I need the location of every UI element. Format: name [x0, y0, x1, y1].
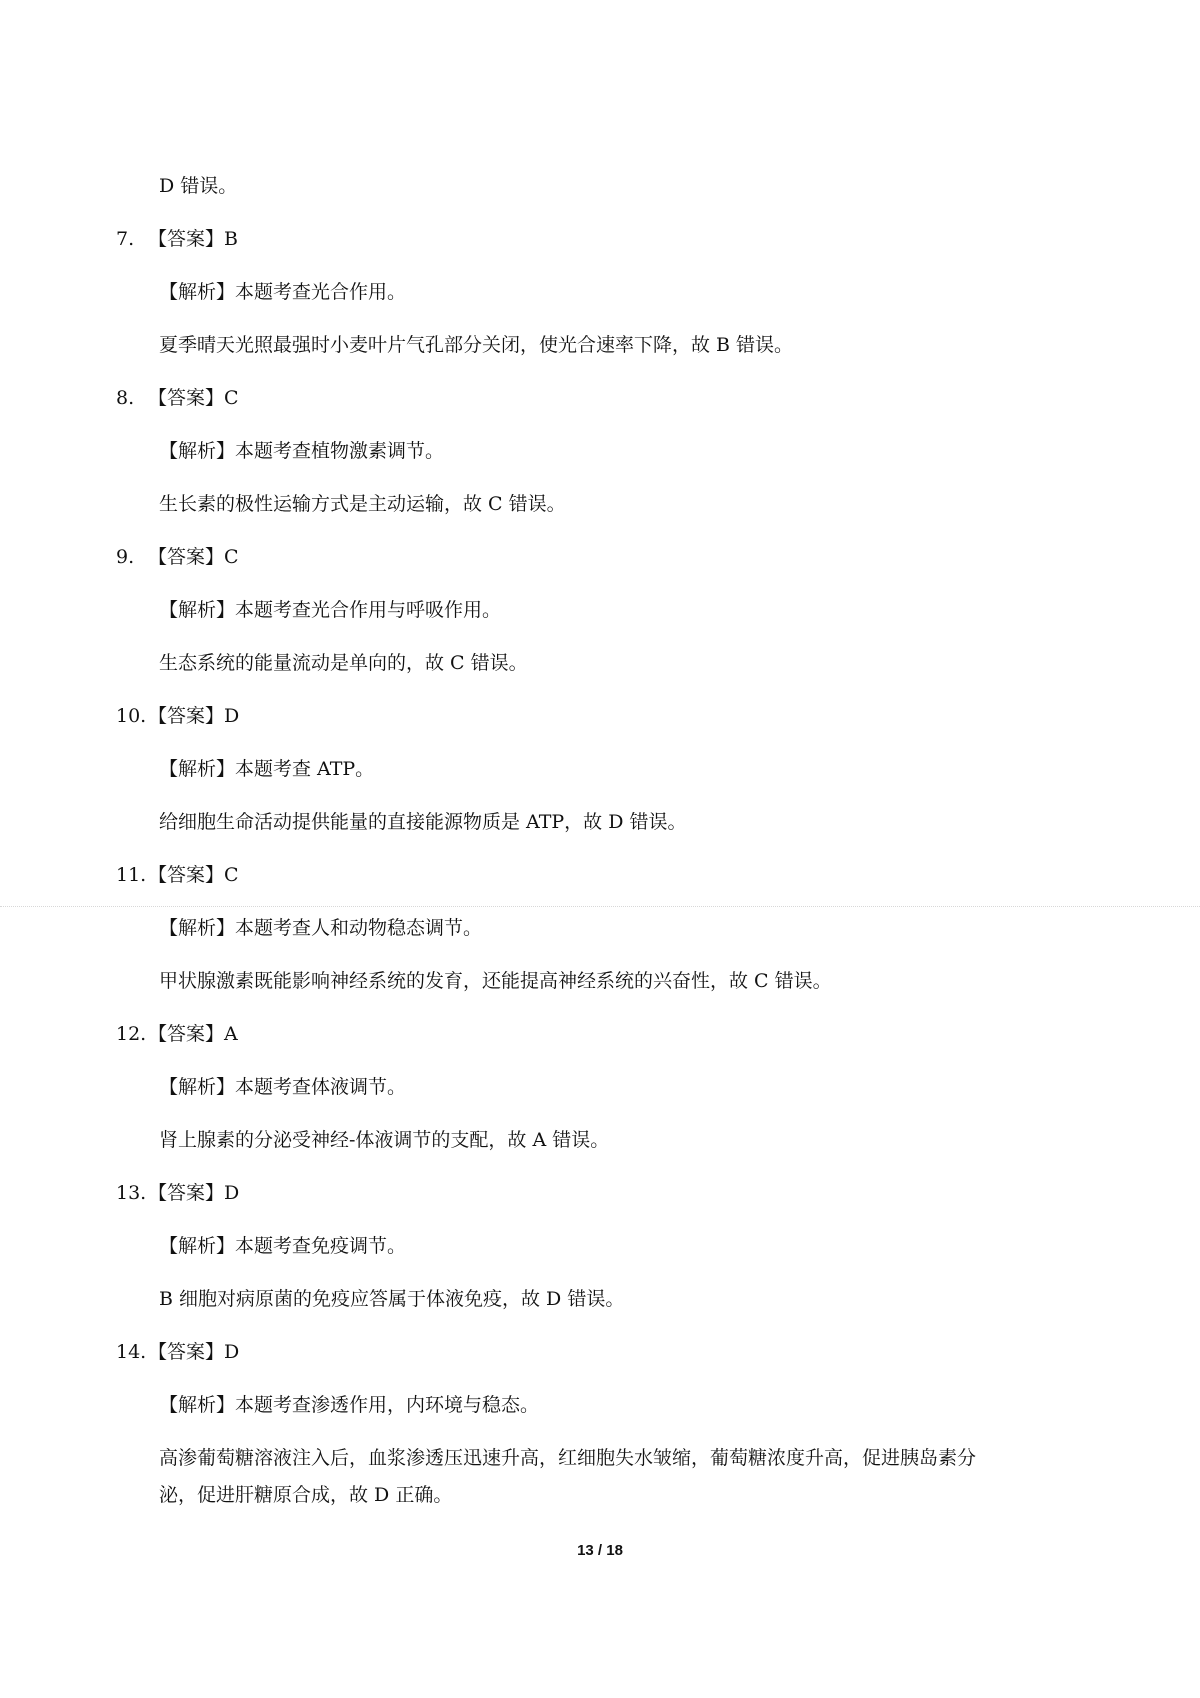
analysis-12: 【解析】本题考查体液调节。: [159, 1076, 407, 1098]
analysis-8: 【解析】本题考查植物激素调节。: [159, 440, 445, 462]
explanation-11: 甲状腺激素既能影响神经系统的发育，还能提高神经系统的兴奋性，故 C 错误。: [159, 970, 832, 992]
continued-explanation: D 错误。: [159, 175, 238, 197]
question-number-12: 12.: [116, 1023, 147, 1045]
explanation-14-line-1: 高渗葡萄糖溶液注入后，血浆渗透压迅速升高，红细胞失水皱缩，葡萄糖浓度升高，促进胰岛素分: [159, 1447, 977, 1469]
explanation-10: 给细胞生命活动提供能量的直接能源物质是 ATP，故 D 错误。: [159, 811, 687, 833]
question-number-13: 13.: [116, 1182, 147, 1204]
question-number-10: 10.: [116, 705, 147, 727]
answer-7: 【答案】B: [148, 228, 238, 250]
answer-10: 【答案】D: [148, 705, 240, 727]
answer-13: 【答案】D: [148, 1182, 240, 1204]
explanation-12: 肾上腺素的分泌受神经-体液调节的支配，故 A 错误。: [159, 1129, 610, 1151]
question-number-11: 11.: [116, 864, 147, 886]
question-number-8: 8.: [116, 387, 135, 409]
explanation-9: 生态系统的能量流动是单向的，故 C 错误。: [159, 652, 528, 674]
page-number: 13 / 18: [577, 1542, 623, 1559]
explanation-8: 生长素的极性运输方式是主动运输，故 C 错误。: [159, 493, 566, 515]
analysis-9: 【解析】本题考查光合作用与呼吸作用。: [159, 599, 502, 621]
analysis-7: 【解析】本题考查光合作用。: [159, 281, 407, 303]
explanation-13: B 细胞对病原菌的免疫应答属于体液免疫，故 D 错误。: [159, 1288, 625, 1310]
answer-12: 【答案】A: [148, 1023, 238, 1045]
explanation-14-line-2: 泌，促进肝糖原合成，故 D 正确。: [159, 1484, 453, 1506]
answer-9: 【答案】C: [148, 546, 239, 568]
page-divider: [0, 906, 1200, 907]
question-number-7: 7.: [116, 228, 135, 250]
answer-11: 【答案】C: [148, 864, 239, 886]
explanation-7: 夏季晴天光照最强时小麦叶片气孔部分关闭，使光合速率下降，故 B 错误。: [159, 334, 794, 356]
analysis-13: 【解析】本题考查免疫调节。: [159, 1235, 407, 1257]
analysis-10: 【解析】本题考查 ATP。: [159, 758, 375, 780]
answer-14: 【答案】D: [148, 1341, 240, 1363]
answer-8: 【答案】C: [148, 387, 239, 409]
question-number-9: 9.: [116, 546, 135, 568]
analysis-14: 【解析】本题考查渗透作用，内环境与稳态。: [159, 1394, 540, 1416]
question-number-14: 14.: [116, 1341, 147, 1363]
analysis-11: 【解析】本题考查人和动物稳态调节。: [159, 917, 483, 939]
